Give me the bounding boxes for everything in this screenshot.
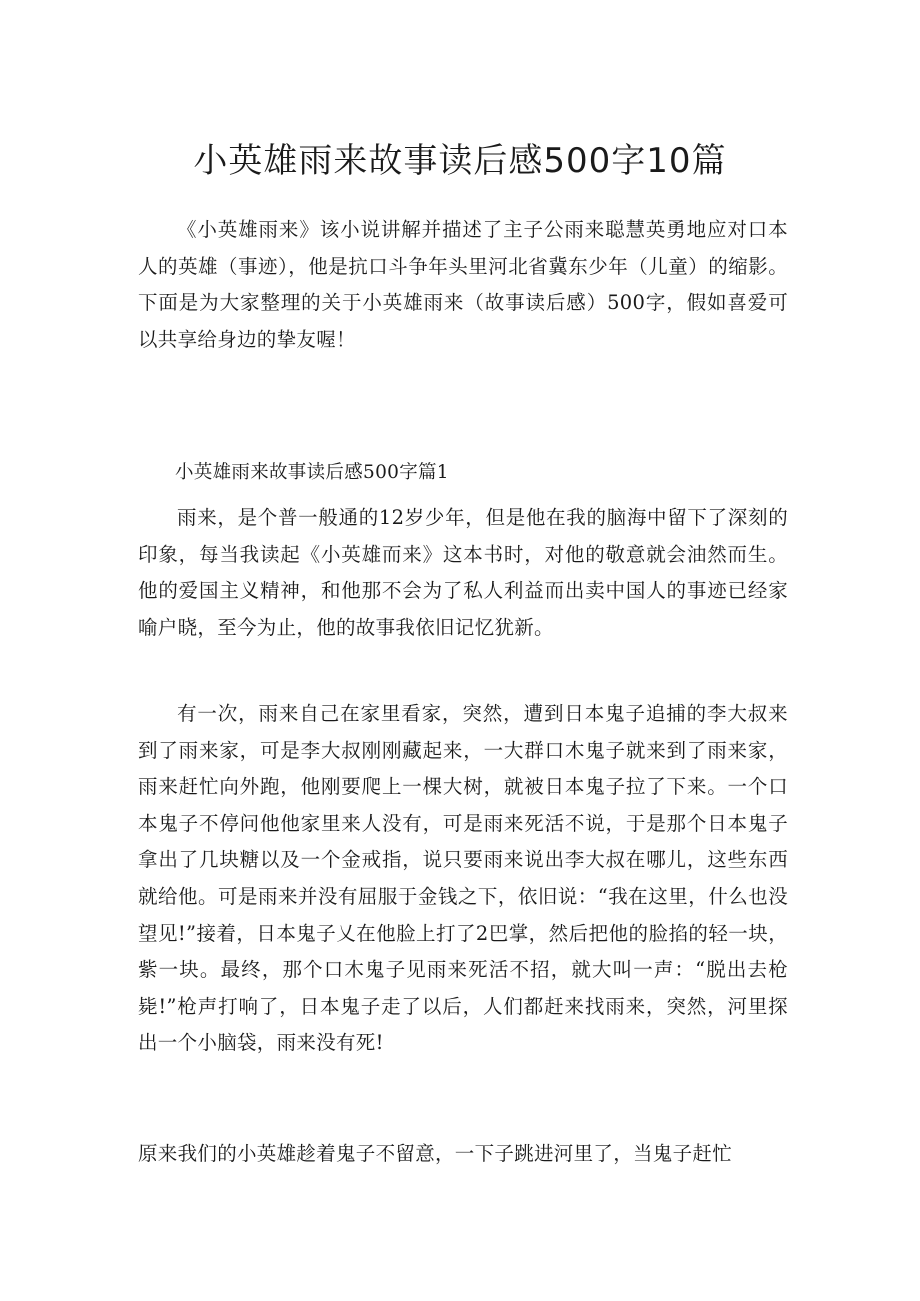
body-paragraph: 有一次，雨来自己在家里看家，突然，遭到日本鬼子追捕的李大叔来到了雨来家，可是李大叔刚刚藏起来，一大群口木鬼子就来到了雨来家，雨来赶忙向外跑，他刚要爬上一棵大树，就被日本鬼子拉了下来。一个口本鬼子不停问他他家里来人没有，可是雨来死活不说，于是那个日本鬼子拿出了几块糖以及一个金戒指，说只要雨来说出李大叔在哪儿，这些东西就给他。可是雨来并没有屈服于金钱之下，依旧说：“我在这里，什么也没望见!”接着，日本鬼子乂在他脸上打了2巴掌，然后把他的脸掐的轻一块，紫一块。最终，那个口木鬼子见雨来死活不招，就大叫一声：“脱出去枪毙!”枪声打响了，日本鬼子走了以后，人们都赶来找雨来，突然，河里探出一个小脑袋，雨来没有死! xyxy=(138,702,788,1055)
body-paragraph: 原来我们的小英雄趁着鬼子不留意，一下子跳进河里了，当鬼子赶忙 xyxy=(138,1142,733,1165)
intro-paragraph: 《小英雄雨来》该小说讲解并描述了主子公雨来聪慧英勇地应对口本人的英雄（事迹），他是抗口斗争年头里河北省冀东少年（儿童）的缩影。下面是为大家整理的关于小英雄雨来（故事读后感）500字，假如喜爱可以共享给身边的挚友喔！ xyxy=(138,218,788,351)
body-paragraph: 雨来，是个普一般通的12岁少年，但是他在我的脑海中留下了深刻的印象，每当我读起《小英雄而来》这本书时，对他的敬意就会油然而生。他的爱国主义精神，和他那不会为了私人利益而出卖中国人的事迹已经家喻户晓，至今为止，他的故事我依旧记忆犹新。 xyxy=(138,506,788,639)
section-heading: 小英雄雨来故事读后感500字篇1 xyxy=(175,462,449,483)
document-title: 小英雄雨来故事读后感500字10篇 xyxy=(193,141,727,181)
